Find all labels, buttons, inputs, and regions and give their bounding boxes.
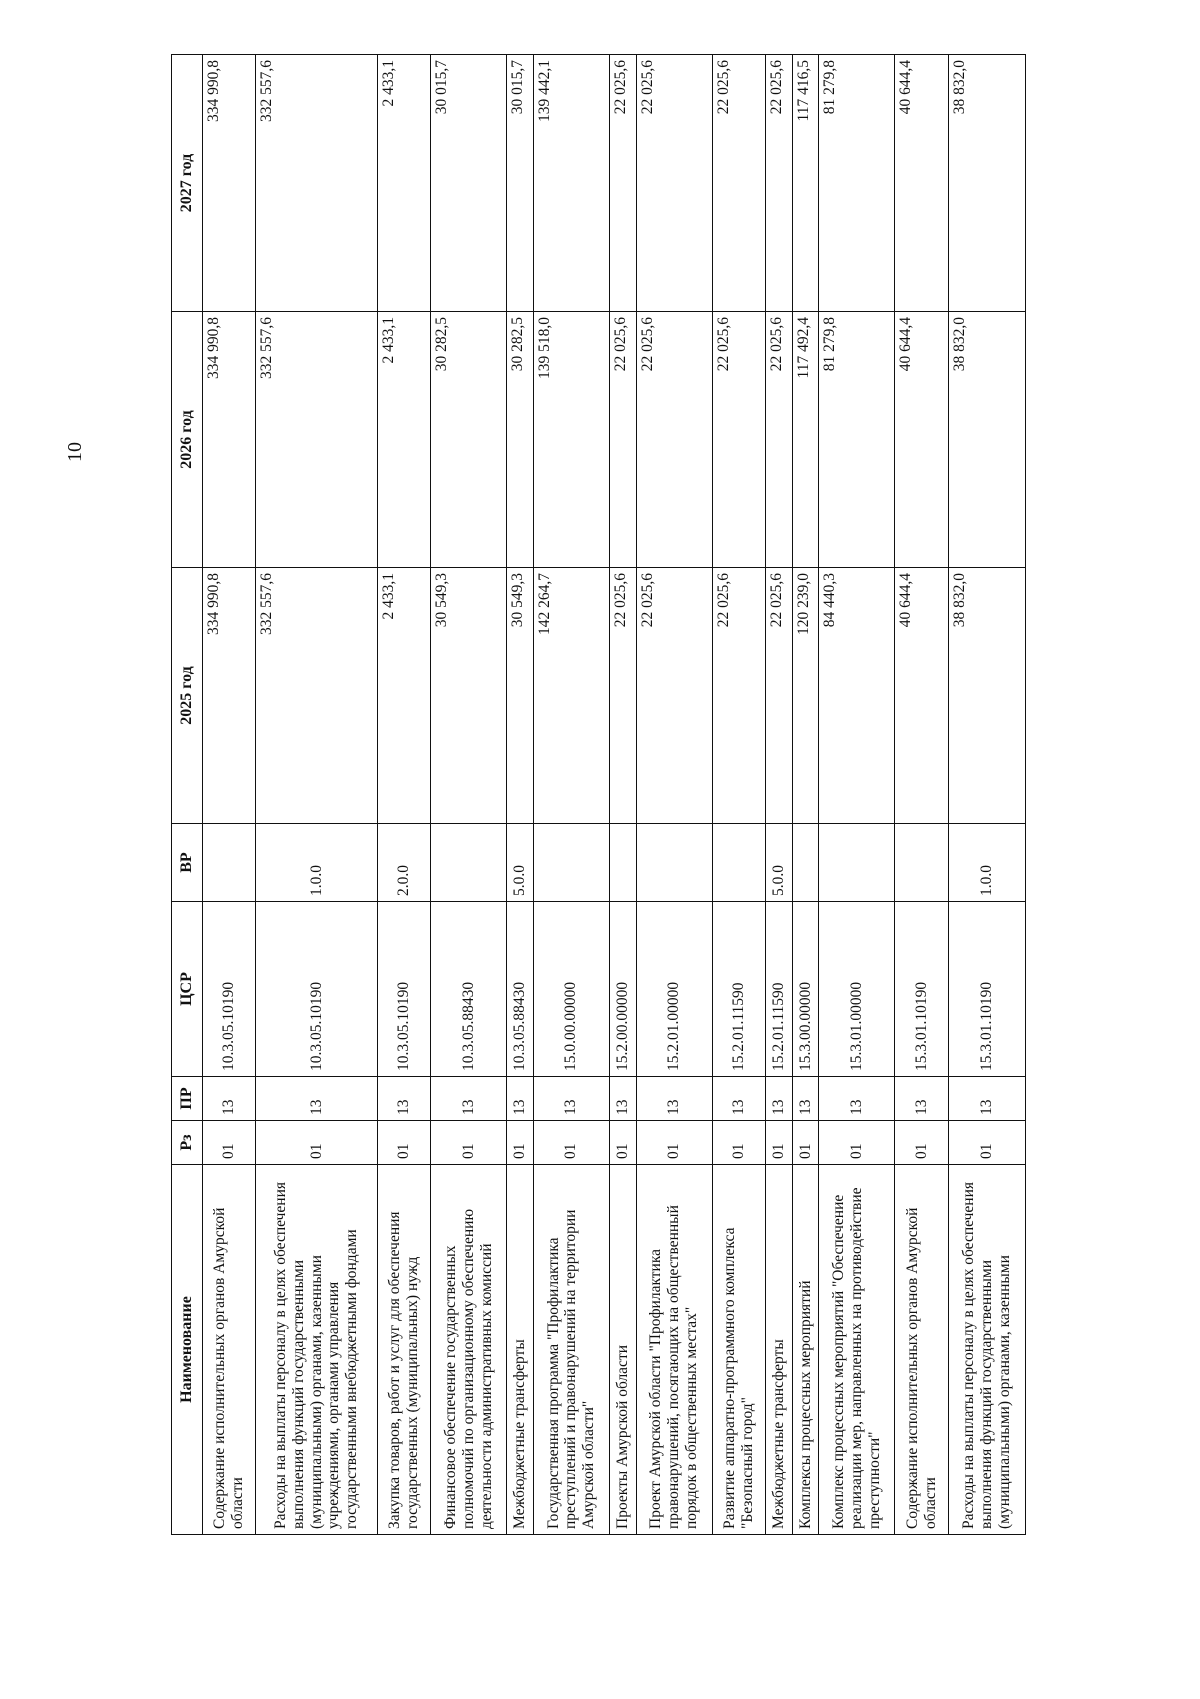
- cell-2025: 2 433,1: [377, 568, 430, 824]
- cell-csr: 10.3.05.88430: [507, 902, 534, 1077]
- cell-vr: 5.0.0: [507, 824, 534, 902]
- cell-name: Комплексы процессных мероприятий: [792, 1165, 819, 1535]
- cell-2025: 22 025,6: [636, 568, 712, 824]
- cell-vr: [819, 824, 895, 902]
- cell-2027: 117 416,5: [792, 55, 819, 312]
- cell-pr: 13: [636, 1077, 712, 1121]
- cell-pr: 13: [819, 1077, 895, 1121]
- cell-name: Финансовое обеспечение государственных полномочий по организационному обеспечению деятельности административных комиссий: [431, 1165, 507, 1535]
- cell-csr: 15.3.00.00000: [792, 902, 819, 1077]
- cell-2025: 40 644,4: [895, 568, 948, 824]
- page-number: 10: [64, 442, 86, 462]
- cell-2027: 139 442,1: [533, 55, 609, 312]
- cell-name: Содержание исполнительных органов Амурской области: [203, 1165, 256, 1535]
- cell-2027: 22 025,6: [766, 55, 793, 312]
- budget-table: [171, 54, 1026, 1535]
- table-row: [712, 55, 765, 1535]
- cell-rz: 01: [895, 1121, 948, 1165]
- header-2026: 2026 год: [172, 312, 203, 568]
- cell-2025: 142 264,7: [533, 568, 609, 824]
- header-2027: 2027 год: [172, 55, 203, 312]
- cell-2026: 30 282,5: [507, 312, 534, 568]
- cell-2027: 81 279,8: [819, 55, 895, 312]
- cell-pr: 13: [533, 1077, 609, 1121]
- cell-rz: 01: [712, 1121, 765, 1165]
- cell-pr: 13: [507, 1077, 534, 1121]
- cell-rz: 01: [377, 1121, 430, 1165]
- cell-csr: 15.3.01.00000: [819, 902, 895, 1077]
- cell-rz: 01: [203, 1121, 256, 1165]
- cell-rz: 01: [507, 1121, 534, 1165]
- cell-rz: 01: [533, 1121, 609, 1165]
- cell-csr: 15.2.01.11590: [766, 902, 793, 1077]
- header-name: Наименование: [172, 1165, 203, 1535]
- cell-2026: 30 282,5: [431, 312, 507, 568]
- cell-pr: 13: [431, 1077, 507, 1121]
- header-2025: 2025 год: [172, 568, 203, 824]
- cell-csr: 10.3.05.10190: [256, 902, 377, 1077]
- table-row: [948, 55, 1025, 1535]
- cell-csr: 10.3.05.10190: [377, 902, 430, 1077]
- cell-pr: 13: [256, 1077, 377, 1121]
- cell-pr: 13: [712, 1077, 765, 1121]
- cell-csr: 15.3.01.10190: [948, 902, 1025, 1077]
- cell-2027: 22 025,6: [609, 55, 636, 312]
- cell-name: Содержание исполнительных органов Амурской области: [895, 1165, 948, 1535]
- cell-2026: 22 025,6: [609, 312, 636, 568]
- cell-2027: 38 832,0: [948, 55, 1025, 312]
- cell-2027: 334 990,8: [203, 55, 256, 312]
- cell-pr: 13: [766, 1077, 793, 1121]
- cell-2025: 22 025,6: [712, 568, 765, 824]
- cell-rz: 01: [636, 1121, 712, 1165]
- header-vr: ВР: [172, 824, 203, 902]
- cell-name: Государственная программа "Профилактика преступлений и правонарушений на территории Амурской области": [533, 1165, 609, 1535]
- cell-2027: 2 433,1: [377, 55, 430, 312]
- cell-pr: 13: [948, 1077, 1025, 1121]
- header-rz: Рз: [172, 1121, 203, 1165]
- cell-vr: 5.0.0: [766, 824, 793, 902]
- cell-name: Межбюджетные трансферты: [507, 1165, 534, 1535]
- cell-name: Проект Амурской области "Профилактика правонарушений, посягающих на общественный порядок в общественных местах": [636, 1165, 712, 1535]
- cell-rz: 01: [819, 1121, 895, 1165]
- cell-rz: 01: [256, 1121, 377, 1165]
- cell-2026: 139 518,0: [533, 312, 609, 568]
- cell-2026: 2 433,1: [377, 312, 430, 568]
- cell-2027: 22 025,6: [636, 55, 712, 312]
- table-row: [431, 55, 507, 1535]
- cell-vr: 1.0.0: [256, 824, 377, 902]
- cell-2025: 84 440,3: [819, 568, 895, 824]
- cell-vr: [792, 824, 819, 902]
- table-row: [636, 55, 712, 1535]
- cell-name: Развитие аппаратно-программного комплекса "Безопасный город": [712, 1165, 765, 1535]
- table-row: [533, 55, 609, 1535]
- cell-vr: 1.0.0: [948, 824, 1025, 902]
- cell-2025: 22 025,6: [609, 568, 636, 824]
- cell-2025: 334 990,8: [203, 568, 256, 824]
- cell-pr: 13: [203, 1077, 256, 1121]
- cell-pr: 13: [377, 1077, 430, 1121]
- cell-2026: 38 832,0: [948, 312, 1025, 568]
- cell-2026: 81 279,8: [819, 312, 895, 568]
- cell-2026: 22 025,6: [766, 312, 793, 568]
- cell-2025: 30 549,3: [507, 568, 534, 824]
- cell-2026: 22 025,6: [636, 312, 712, 568]
- cell-2025: 120 239,0: [792, 568, 819, 824]
- cell-name: Комплекс процессных мероприятий "Обеспечение реализации мер, направленных на противодействие преступности": [819, 1165, 895, 1535]
- table-row: [792, 55, 819, 1535]
- cell-rz: 01: [609, 1121, 636, 1165]
- cell-name: Проекты Амурской области: [609, 1165, 636, 1535]
- cell-pr: 13: [895, 1077, 948, 1121]
- cell-2025: 22 025,6: [766, 568, 793, 824]
- cell-vr: [431, 824, 507, 902]
- cell-name: Расходы на выплаты персоналу в целях обеспечения выполнения функций государственными (муниципальными) органами, казенными: [948, 1165, 1025, 1535]
- cell-2027: 30 015,7: [431, 55, 507, 312]
- table-row: [507, 55, 534, 1535]
- table-row: [895, 55, 948, 1535]
- cell-pr: 13: [609, 1077, 636, 1121]
- header-csr: ЦСР: [172, 902, 203, 1077]
- cell-vr: [609, 824, 636, 902]
- table-row: [256, 55, 377, 1535]
- cell-vr: 2.0.0: [377, 824, 430, 902]
- cell-2027: 22 025,6: [712, 55, 765, 312]
- cell-name: Межбюджетные трансферты: [766, 1165, 793, 1535]
- table-row: [377, 55, 430, 1535]
- table-row: [203, 55, 256, 1535]
- cell-rz: 01: [766, 1121, 793, 1165]
- cell-vr: [533, 824, 609, 902]
- budget-table-container: [171, 55, 1026, 1535]
- cell-vr: [203, 824, 256, 902]
- table-header-row: [172, 55, 203, 1535]
- cell-2026: 332 557,6: [256, 312, 377, 568]
- table-row: [819, 55, 895, 1535]
- cell-rz: 01: [792, 1121, 819, 1165]
- cell-rz: 01: [948, 1121, 1025, 1165]
- cell-vr: [636, 824, 712, 902]
- cell-2025: 332 557,6: [256, 568, 377, 824]
- cell-2026: 40 644,4: [895, 312, 948, 568]
- cell-2027: 30 015,7: [507, 55, 534, 312]
- cell-2025: 38 832,0: [948, 568, 1025, 824]
- cell-2027: 40 644,4: [895, 55, 948, 312]
- cell-csr: 15.2.01.11590: [712, 902, 765, 1077]
- cell-rz: 01: [431, 1121, 507, 1165]
- cell-2026: 22 025,6: [712, 312, 765, 568]
- cell-csr: 15.0.00.00000: [533, 902, 609, 1077]
- cell-vr: [712, 824, 765, 902]
- cell-2027: 332 557,6: [256, 55, 377, 312]
- cell-name: Закупка товаров, работ и услуг для обеспечения государственных (муниципальных) нужд: [377, 1165, 430, 1535]
- table-row: [766, 55, 793, 1535]
- cell-pr: 13: [792, 1077, 819, 1121]
- cell-csr: 15.2.01.00000: [636, 902, 712, 1077]
- cell-name: Расходы на выплаты персоналу в целях обеспечения выполнения функций государственными (муниципальными) органами, казенными учреждениями, органами управления государственными внебюджетными фондами: [256, 1165, 377, 1535]
- cell-2026: 334 990,8: [203, 312, 256, 568]
- cell-csr: 10.3.05.88430: [431, 902, 507, 1077]
- table-row: [609, 55, 636, 1535]
- cell-vr: [895, 824, 948, 902]
- header-pr: ПР: [172, 1077, 203, 1121]
- cell-2025: 30 549,3: [431, 568, 507, 824]
- cell-csr: 15.2.00.00000: [609, 902, 636, 1077]
- cell-csr: 15.3.01.10190: [895, 902, 948, 1077]
- cell-2026: 117 492,4: [792, 312, 819, 568]
- cell-csr: 10.3.05.10190: [203, 902, 256, 1077]
